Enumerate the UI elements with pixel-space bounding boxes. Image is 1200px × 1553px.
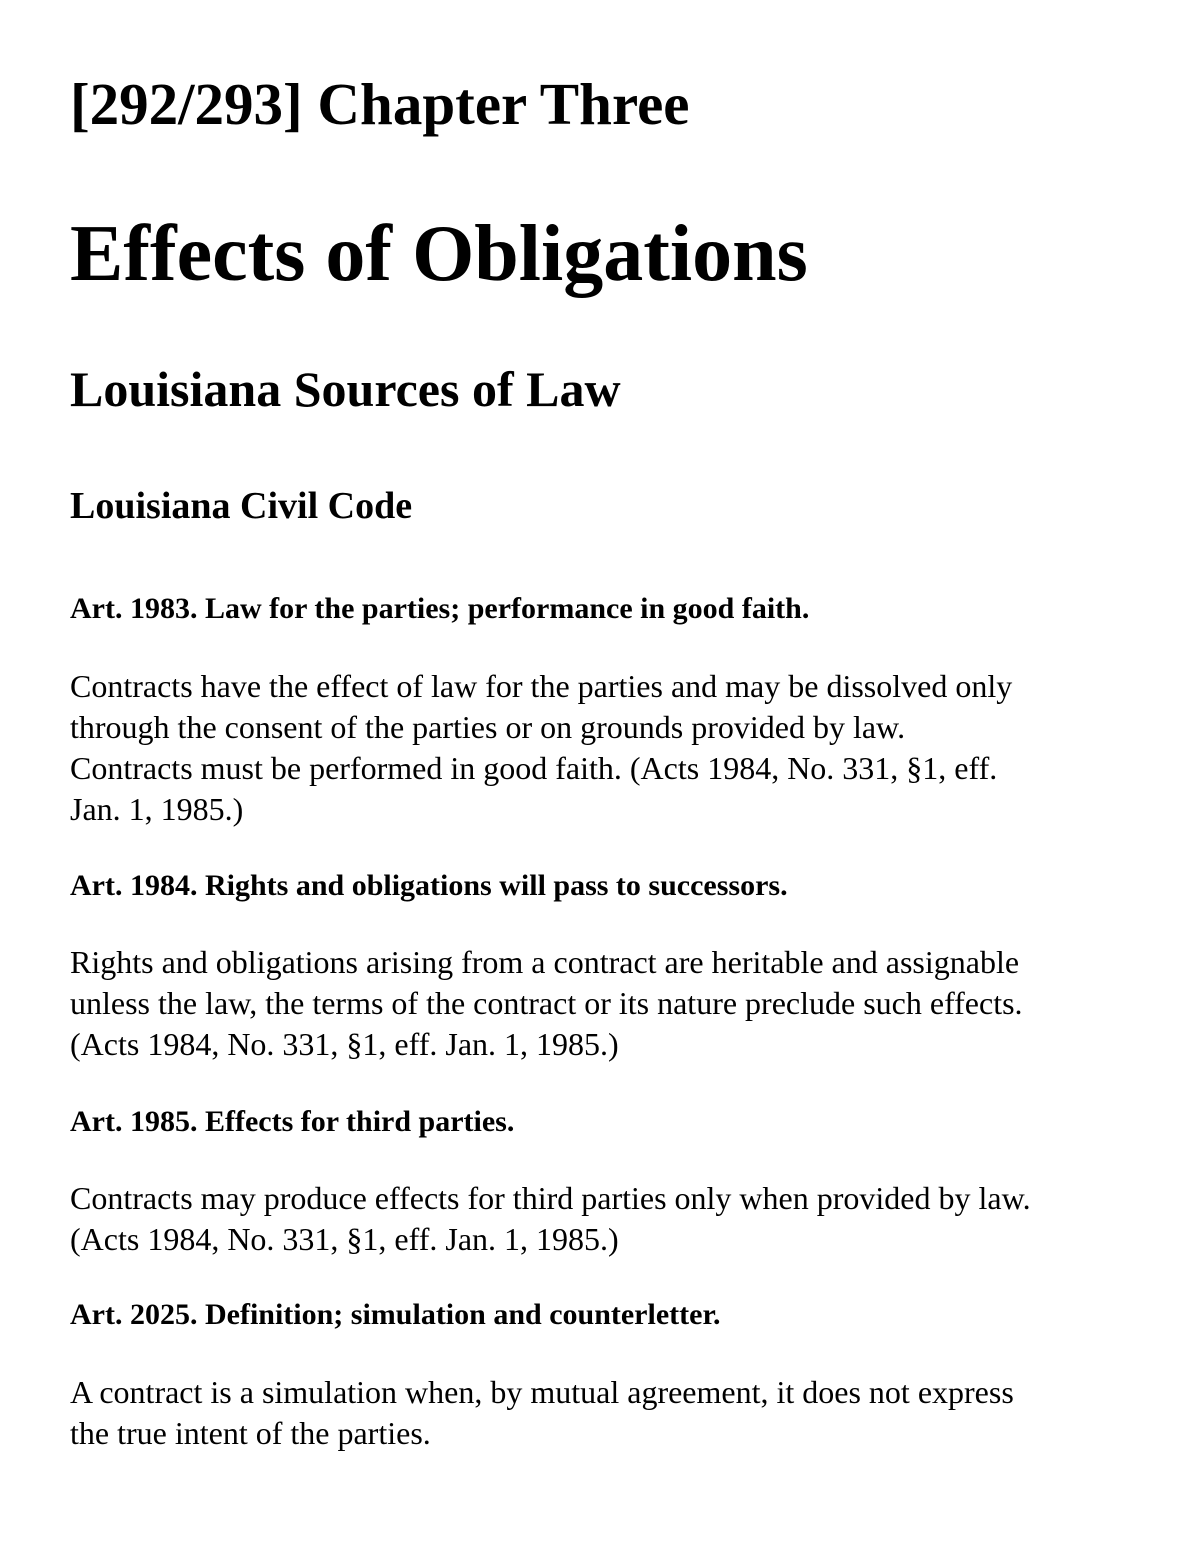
article-text-line: Contracts have the effect of law for the parties and may be dissolved only	[70, 668, 1013, 704]
article-text-line: Contracts must be performed in good faith. (Acts 1984, No. 331, §1, eff.	[70, 750, 998, 786]
article-body	[70, 1372, 1140, 1454]
article-heading: Art. 1983. Law for the parties; performance in good faith.	[70, 592, 810, 625]
article-text-line: (Acts 1984, No. 331, §1, eff. Jan. 1, 1985.)	[70, 1026, 619, 1062]
article-text-line: Jan. 1, 1985.)	[70, 791, 244, 827]
article-text-line: A contract is a simulation when, by mutual agreement, it does not express	[70, 1374, 1014, 1410]
chapter-heading: [292/293] Chapter Three	[70, 71, 690, 137]
article-heading: Art. 2025. Definition; simulation and counterletter.	[70, 1298, 721, 1331]
article-text-line: through the consent of the parties or on grounds provided by law.	[70, 709, 906, 745]
article-body	[70, 942, 1140, 1065]
code-title: Louisiana Civil Code	[70, 485, 413, 527]
article-body	[70, 1178, 1140, 1260]
article-text-line: the true intent of the parties.	[70, 1415, 431, 1451]
section-subtitle: Louisiana Sources of Law	[70, 361, 621, 417]
article-heading: Art. 1985. Effects for third parties.	[70, 1105, 515, 1138]
document-title: Effects of Obligations	[70, 210, 808, 298]
article-text-line: Contracts may produce effects for third parties only when provided by law.	[70, 1180, 1031, 1216]
article-body	[70, 666, 1140, 830]
article-heading: Art. 1984. Rights and obligations will pass to successors.	[70, 869, 788, 902]
article-text-line: (Acts 1984, No. 331, §1, eff. Jan. 1, 1985.)	[70, 1221, 619, 1257]
article-text-line: unless the law, the terms of the contract or its nature preclude such effects.	[70, 985, 1023, 1021]
article-text-line: Rights and obligations arising from a contract are heritable and assignable	[70, 944, 1020, 980]
